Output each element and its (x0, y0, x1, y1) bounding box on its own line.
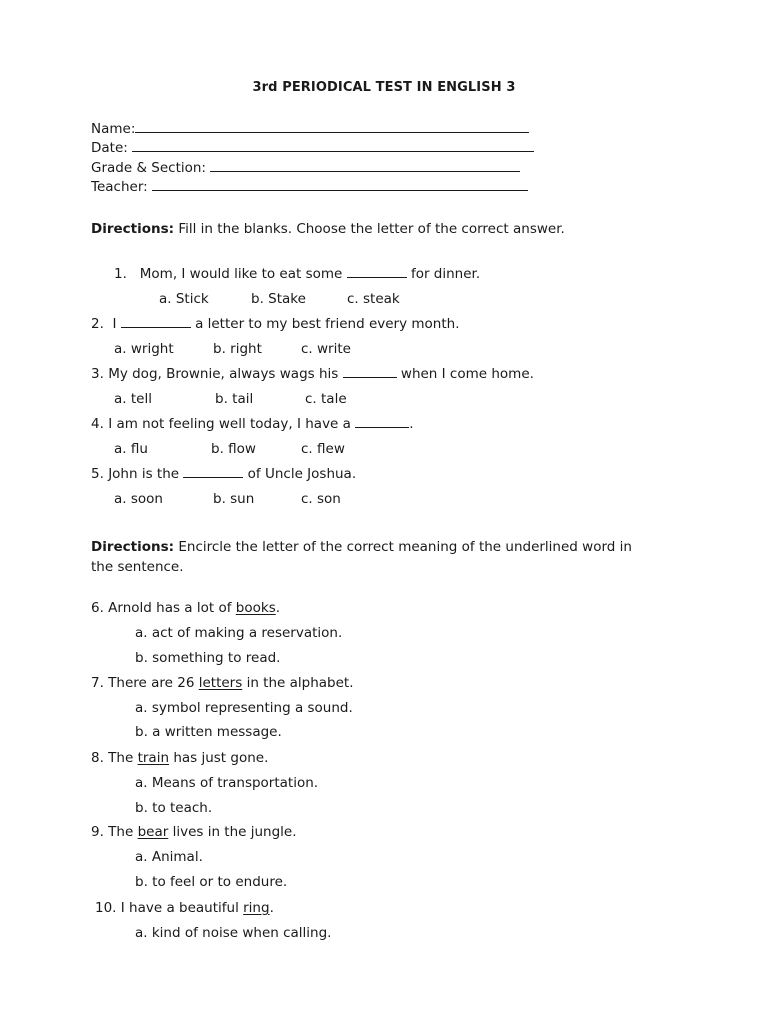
directions-text: Encircle the letter of the correct meaning of the underlined word in (178, 539, 632, 555)
choice-a[interactable]: a. Animal. (135, 849, 203, 865)
grade-section-blank[interactable] (210, 159, 520, 172)
choice-a[interactable]: a. tell (114, 391, 152, 407)
question-text: I (112, 316, 117, 332)
underlined-word: letters (198, 675, 243, 691)
question-text: 9. The (91, 824, 134, 840)
question-text: a letter to my best friend every month. (195, 316, 460, 332)
date-field (91, 139, 534, 156)
underlined-word: books (235, 600, 276, 616)
question-1 (114, 266, 480, 282)
underlined-word: train (137, 750, 170, 766)
answer-blank[interactable] (355, 416, 409, 428)
question-6 (91, 600, 280, 616)
question-text: . (269, 900, 274, 916)
question-4 (91, 416, 414, 432)
directions-part2 (91, 539, 632, 555)
choice-c[interactable]: c. tale (305, 391, 347, 407)
question-number: 2. (91, 316, 104, 332)
question-text: for dinner. (410, 266, 481, 282)
choice-c[interactable]: c. write (301, 341, 351, 357)
choice-c[interactable]: c. steak (347, 291, 400, 307)
directions-part2-line2: the sentence. (91, 559, 184, 575)
question-text: 6. Arnold has a lot of (91, 600, 232, 616)
date-label: Date: (91, 140, 128, 156)
question-text: when I come home. (400, 366, 534, 382)
name-label: Name: (91, 121, 136, 137)
question-number: 1. (114, 266, 127, 282)
question-2 (91, 316, 460, 332)
answer-blank[interactable] (343, 366, 397, 378)
choice-a[interactable]: a. act of making a reservation. (135, 625, 343, 641)
choice-b[interactable]: b. a written message. (135, 724, 282, 740)
question-text: . (409, 416, 414, 432)
question-text: John is the (108, 466, 180, 482)
question-7 (91, 675, 354, 691)
question-text: 10. I have a beautiful (95, 900, 239, 916)
question-3 (91, 366, 534, 382)
choice-b[interactable]: b. tail (215, 391, 254, 407)
choice-a[interactable]: a. flu (114, 441, 148, 457)
directions-text: Fill in the blanks. Choose the letter of the correct answer. (178, 221, 565, 237)
question-text: of Uncle Joshua. (247, 466, 357, 482)
question-10 (95, 900, 274, 916)
choice-a[interactable]: a. Stick (159, 291, 209, 307)
question-8 (91, 750, 268, 766)
question-9 (91, 824, 297, 840)
teacher-blank[interactable] (152, 178, 528, 191)
underlined-word: ring (243, 900, 270, 916)
answer-blank[interactable] (183, 466, 243, 478)
question-text: lives in the jungle. (172, 824, 297, 840)
choice-c[interactable]: c. flew (301, 441, 345, 457)
question-number: 5. (91, 466, 104, 482)
choice-a[interactable]: a. wright (114, 341, 174, 357)
directions-label: Directions: (91, 539, 175, 555)
question-text: I am not feeling well today, I have a (108, 416, 351, 432)
choice-b[interactable]: b. sun (213, 491, 255, 507)
choice-a[interactable]: a. soon (114, 491, 163, 507)
choice-a[interactable]: a. kind of noise when calling. (135, 925, 332, 941)
directions-label: Directions: (91, 221, 175, 237)
question-text: in the alphabet. (246, 675, 354, 691)
question-text: My dog, Brownie, always wags his (108, 366, 339, 382)
choice-b[interactable]: b. flow (211, 441, 256, 457)
choice-b[interactable]: b. to teach. (135, 800, 213, 816)
question-text: has just gone. (173, 750, 269, 766)
underlined-word: bear (137, 824, 169, 840)
choice-b[interactable]: b. something to read. (135, 650, 281, 666)
answer-blank[interactable] (347, 266, 407, 278)
choice-a[interactable]: a. Means of transportation. (135, 775, 319, 791)
question-text: 7. There are 26 (91, 675, 195, 691)
choice-b[interactable]: b. to feel or to endure. (135, 874, 288, 890)
directions-part1 (91, 221, 565, 237)
question-text: Mom, I would like to eat some (139, 266, 343, 282)
choice-c[interactable]: c. son (301, 491, 341, 507)
choice-b[interactable]: b. right (213, 341, 262, 357)
page-title: 3rd PERIODICAL TEST IN ENGLISH 3 (252, 80, 516, 95)
question-text: . (275, 600, 281, 616)
question-number: 4. (91, 416, 104, 432)
question-5 (91, 466, 356, 482)
teacher-field (91, 178, 528, 195)
choice-b[interactable]: b. Stake (251, 291, 306, 307)
answer-blank[interactable] (121, 316, 191, 328)
question-text: 8. The (91, 750, 134, 766)
name-blank[interactable] (135, 120, 529, 133)
grade-section-field (91, 159, 520, 176)
teacher-label: Teacher: (91, 179, 148, 195)
question-number: 3. (91, 366, 104, 382)
date-blank[interactable] (132, 139, 534, 152)
grade-section-label: Grade & Section: (91, 160, 206, 176)
choice-a[interactable]: a. symbol representing a sound. (135, 700, 353, 716)
name-field (91, 120, 529, 137)
